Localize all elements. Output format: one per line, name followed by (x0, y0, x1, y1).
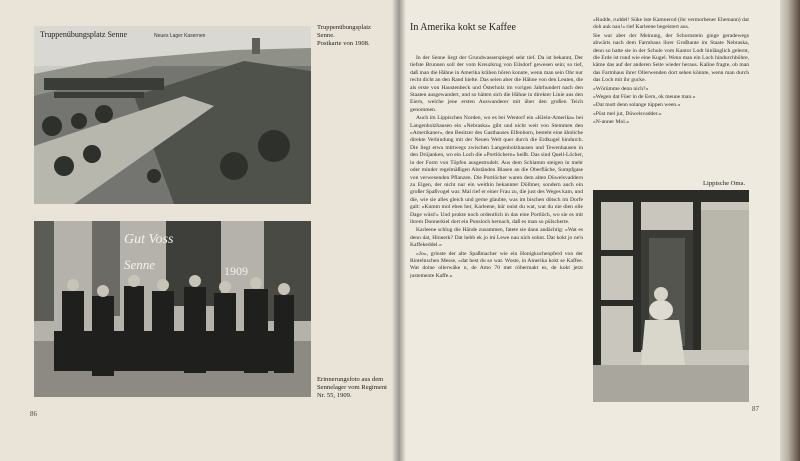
main-paragraph: Auch im Lippischen Norden, wo es bei Wentorf ein »Klein-Amerika« bei Langenholzhausen ein »Nebraska« gibt und nicht weit von Stemmen den »Amerikaner«, den Besitzer des Gasthauses Elfenborn, besteht eine ähnliche direkte Verbindung mit der Neuen Welt quer durch die Erdkugel hindurch. Die liegt etwa mittwegs zwischen Langenholzhausen und Tewenhausen in den Drüjanken, wo ein Loch die »Portlöchern« heißt. Das sind Quell-Löcher, in der Form von Töpfen ausgestrudelt. Aus dem Schlamm steigen in mehr oder minder regelmäßigen Abständen Blasen an die Oberfläche, Sumpfgase von verwesenden Pflanzen. Die Portlöcher waren dem alten Düwelsvaddern zu Eigen, der nicht nur ein weithin bekannter Döllmer, sondern auch ein großer Spaßvogel war. Mal rief er einer Frau zu, die just des Weges kam, und die, wie sie alles gleich und gerne glaubte, was im bischen dötsch im Dorfe galt: »Kumm mol eben her, Karleene, hür ouist du wat, wat du nie dien olle Dage wüst!« Und prukte noch ordentlich in das eine Portlöch, wo sie es mit ihrem Donnerkiel dort ein Punsloch hernach, daß es man so pülscherte. (410, 115, 583, 225)
side-paragraph: »Rudde, ruddel! Süke iste Kamnerod (ihr vermorbener Ehemann) dat doh auk nau!« rief Karleene begeistert aus. (593, 17, 749, 31)
chalk-inscription-1: Gut Voss (124, 232, 174, 247)
page-number-left: 86 (30, 410, 37, 418)
dialogue-line: »N-anner Mol.« (593, 119, 630, 126)
grandmother-photo (593, 190, 749, 402)
page-number-right: 87 (752, 405, 759, 413)
postcard-caption: Truppenübungsplatz Senne. Postkarte von 1908. (317, 24, 371, 47)
left-page (0, 0, 398, 461)
group-photo-illustration (34, 221, 311, 397)
postcard-illustration (34, 26, 311, 204)
side-paragraph: Sie war aber der Meinung, der Schornstein ginge geradewegs abwärts nach dem Farmhaus ihrer Großtante im Staate Nebraska, denn so hatte sie in der Schule vom Kantor Lodt hinlänglich gelernt, die Erde ist rund wie eine Kugel. Wenn man ein Loch hindurchböhre, käme das auf der anderen Seite wieder heraus. Kaline fragte, ob man das Farmhaus ihrer Ollerwenden dort sehen könnte, wenn man durch das Loch mit ihr gucke. (593, 32, 749, 84)
regiment-group-photo (34, 221, 311, 397)
main-paragraph: »Jo«, grinste der alte Spaßmacher wie ein Honigkuchenpferd von der Rintelnschen Messe, »dat hest du so wat. Woste, in Amerika kokt se Kaffee. Wat doine ollerwäke n, de Amo 70 met röbermakt es, de kokt jetzt justemente Kaffe.« (410, 250, 583, 279)
main-text-column (410, 55, 583, 443)
side-text-column (593, 17, 749, 177)
postcard-subtitle: Neues Lager Kasernen (154, 33, 206, 39)
book-gutter (392, 0, 406, 461)
chalk-year: 1909 (224, 264, 248, 278)
dialogue-line: »Wegen dat Füer in de Eern, ok meune man.« (593, 94, 696, 101)
dialogue-line: »Wörümme denn nich?« (593, 85, 649, 92)
dialogue-line: »Dat mott denn solange tüppen ween.« (593, 102, 681, 109)
chalk-inscription-2: Senne (124, 257, 156, 272)
article-title: In Amerika kokt se Kaffee (410, 22, 516, 33)
main-paragraph: Karleene schlug die Hände zusammen, fatete sie dann andächtig: »Wat es denn dat, Hinnerk? Dat hebb ek jo mi Lewe nau nich sohnt. Dat kokt jo ne'n Kaffekeddel.« (410, 227, 583, 249)
dialogue-line: »Püst mel jut, Düwelsvadder.« (593, 110, 662, 117)
main-paragraph: In der Senne liegt der Grundwasserspiegel sehr tief. Da ist bekannt, Der tiefste Brunnen soll der vom Kreuzkrug von Eilsdorf gewesen sein; so tief, daß man die Hähne in Amerika krähen hören konnte, wenn man sein Ohr nur recht dicht an den Rand hielte. Das seien aber die Hähne von den Leuten, die als erste von Haustenbeck und Österholz im vorigen Jahrhundert nach den Staaten ausgewandert, und so hätten sich die Hähne in direkter Linie aus den Eiern, welche jene ersten Auswanderer mit über den großen Teich genommen. (410, 55, 583, 113)
postcard-sign-text: Truppenübungsplatz Senne (40, 30, 128, 39)
grandmother-photo-caption: Lippische Oma. (703, 180, 746, 187)
group-photo-caption: Erinnerungsfoto aus dem Sennelager vom Regiment Nr. 55, 1909. (317, 376, 387, 399)
postcard-photo-senne (34, 26, 311, 204)
book-edge (780, 0, 800, 461)
grandmother-illustration (593, 190, 749, 402)
